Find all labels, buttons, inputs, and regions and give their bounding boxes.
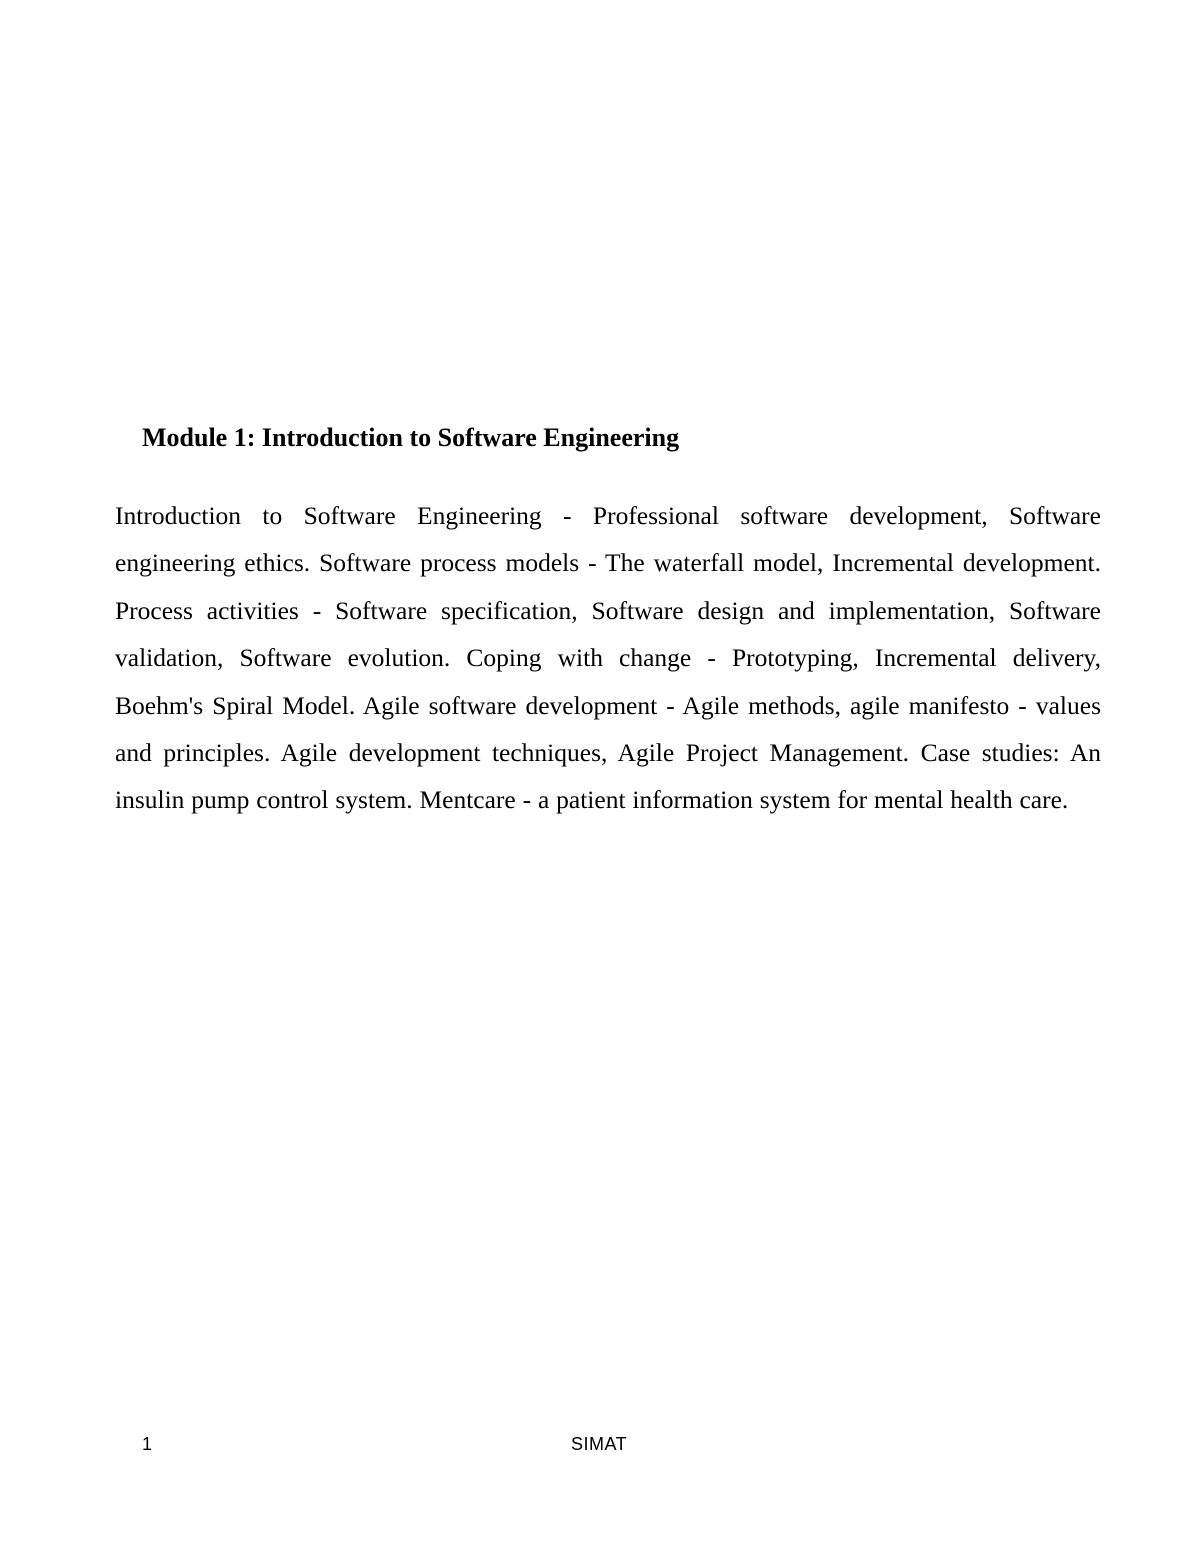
footer-organization: SIMAT xyxy=(571,1434,628,1454)
module-title: Module 1: Introduction to Software Engineering xyxy=(142,423,680,452)
syllabus-paragraph: Introduction to Software Engineering - Professional software development, Software engineering ethics. Software process models - The waterfall model, Incremental development. Process activities - Software specification, Software design and implementation, Software validation, Software evolution. Coping with change - Prototyping, Incremental delivery, Boehm's Spiral Model. Agile software development - Agile methods, agile manifesto - values and principles. Agile development techniques, Agile Project Management. Case studies: An insulin pump control system. Mentcare - a patient information system for mental health care. xyxy=(115,501,1101,815)
footer-page-number: 1 xyxy=(142,1434,153,1454)
